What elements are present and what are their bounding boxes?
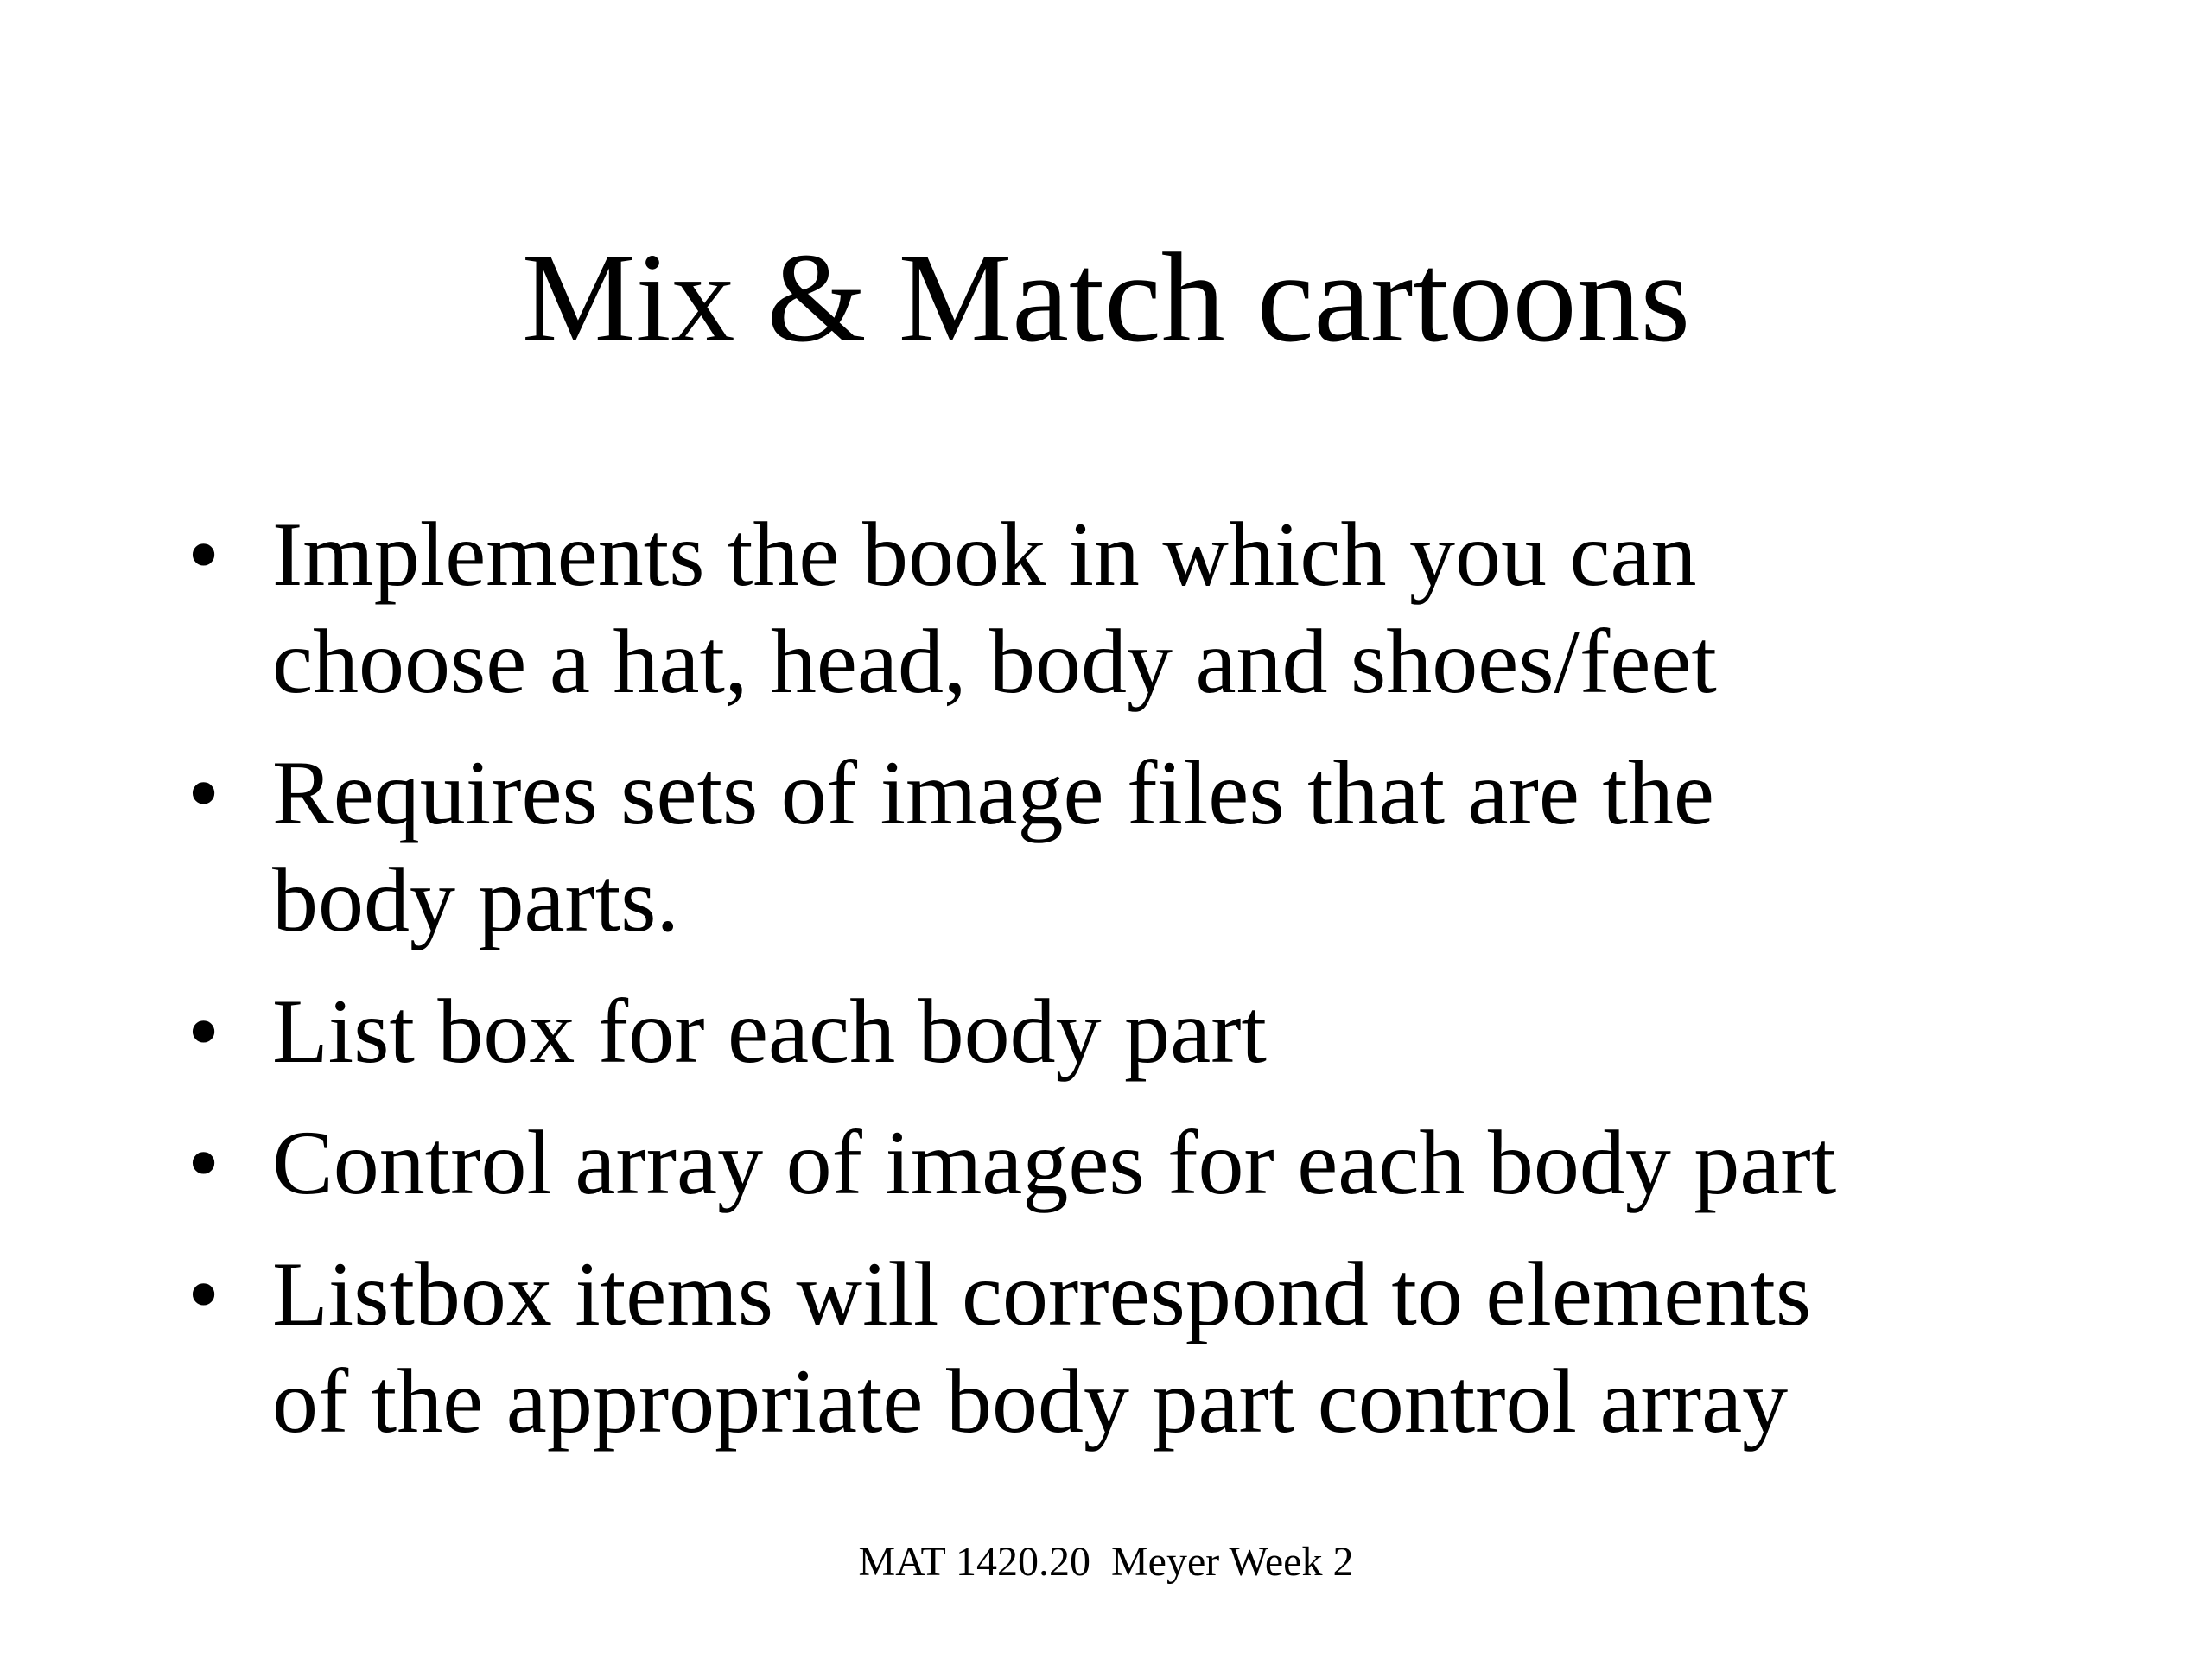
- bullet-line: body parts.: [272, 849, 680, 950]
- bullet-dot-icon: •: [188, 1243, 220, 1344]
- bullet-item: [188, 1241, 2087, 1455]
- bullet-dot-icon: •: [188, 1112, 220, 1213]
- bullet-item: [188, 740, 2087, 954]
- bullet-line: Requires sets of image files that are the: [272, 742, 1714, 843]
- slide-title: Mix & Match cartoons: [521, 227, 1691, 369]
- bullet-line: choose a hat, head, body and shoes/feet: [272, 611, 1717, 712]
- bullet-line: List box for each body part: [272, 981, 1267, 1082]
- bullet-line: of the appropriate body part control array: [272, 1351, 1789, 1452]
- bullet-line: Implements the book in which you can: [272, 504, 1697, 605]
- bullet-item: [188, 501, 2087, 715]
- bullet-dot-icon: •: [188, 981, 220, 1082]
- bullet-item: [188, 978, 2087, 1085]
- bullet-item: [188, 1109, 2087, 1217]
- bullet-line: Control array of images for each body part: [272, 1112, 1837, 1213]
- bullet-dot-icon: •: [188, 742, 220, 843]
- bullet-dot-icon: •: [188, 504, 220, 605]
- bullet-line: Listbox items will correspond to elements: [272, 1243, 1812, 1344]
- bullet-list: [188, 501, 2087, 1479]
- slide-footer: MAT 1420.20 Meyer Week 2: [858, 1539, 1354, 1585]
